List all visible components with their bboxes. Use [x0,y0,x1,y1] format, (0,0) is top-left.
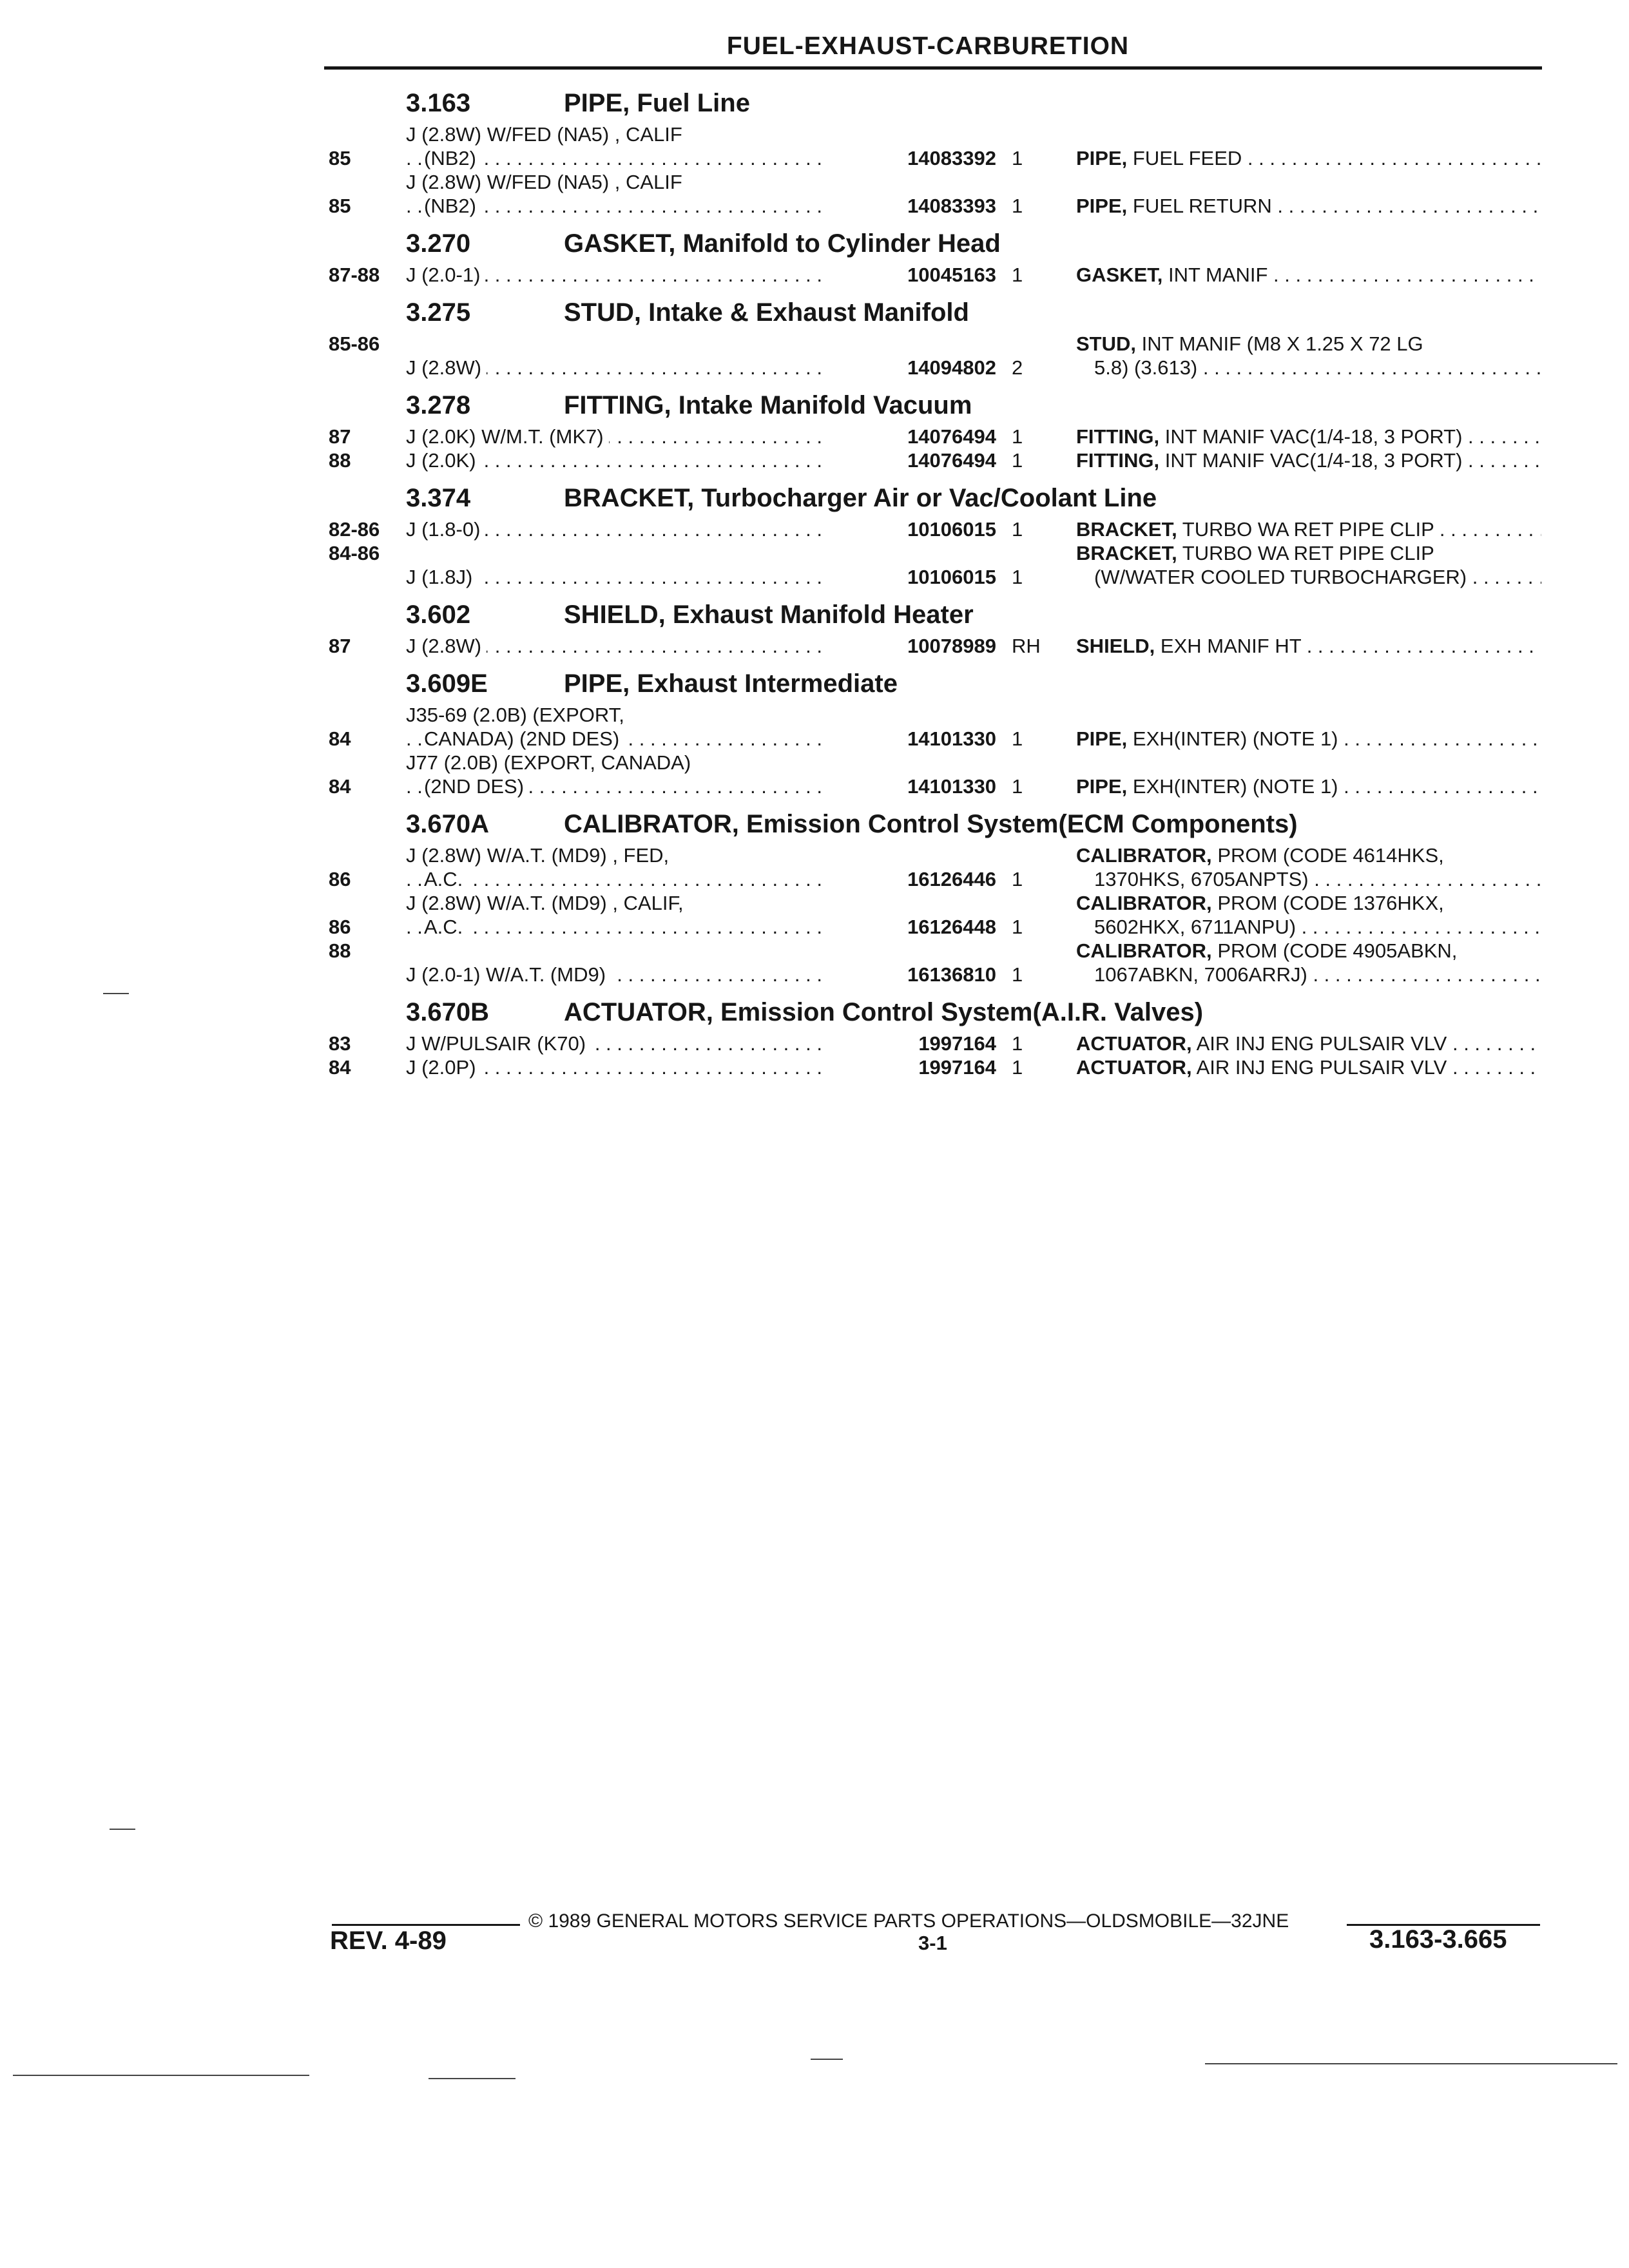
description-text: PROM (CODE 1376HKX, [1217,892,1444,914]
description-text: EXH(INTER) (NOTE 1) [1132,727,1338,750]
applicability [406,170,1076,218]
description-text: AIR INJ ENG PULSAIR VLV [1196,1032,1447,1055]
model-years: 87 [329,635,351,657]
description-text: 5602HKX, 6711ANPU) [1094,916,1296,938]
description-line [1076,565,1541,589]
description-text: INT MANIF VAC(1/4-18, 3 PORT) [1164,425,1463,448]
applicability-text: J (2.0-1) W/A.T. (MD9) [406,963,611,986]
part-entry [329,843,1541,891]
section-title: BRACKET, Turbocharger Air or Vac/Coolant Line [564,484,1157,512]
part-number: 10078989 [838,634,996,658]
applicability-text: J (2.0-1) [406,264,485,286]
applicability-line [406,774,1076,798]
applicability-line [406,263,1076,287]
applicability-line [406,146,1076,170]
section-header [329,391,1541,421]
applicability-text: (2ND DES) [424,775,529,798]
description-line [1076,541,1541,565]
model-years: 87-88 [329,264,380,286]
part-description [1076,774,1541,798]
applicability-text: J (2.8W) W/A.T. (MD9) , FED, [406,844,674,867]
model-years: 82-86 [329,518,380,541]
description-line [1076,448,1541,472]
part-number: 14101330 [838,774,996,798]
applicability [406,963,1076,986]
applicability [406,425,1076,448]
section-number: 3.609E [406,669,488,698]
part-name: PIPE, [1076,775,1128,798]
part-name: ACTUATOR, [1076,1032,1192,1055]
description-text: INT MANIF VAC(1/4-18, 3 PORT) [1164,449,1463,472]
part-number: 14076494 [838,448,996,472]
scan-mark [429,2078,516,2079]
model-years: 84-86 [329,542,380,564]
description-text: FUEL FEED [1132,147,1242,169]
quantity: 1 [1012,727,1023,750]
part-entry [329,634,1541,658]
applicability-line [406,1055,1076,1079]
part-number: 10106015 [838,517,996,541]
applicability-text: J (2.0K) W/M.T. (MK7) [406,425,609,448]
scan-mark [110,1829,135,1830]
description-text: INT MANIF (M8 X 1.25 X 72 LG [1141,332,1423,355]
model-years: 85 [329,147,351,169]
part-name: STUD, [1076,332,1136,355]
applicability-line [406,517,1076,541]
applicability-line [406,963,1076,986]
section-title: STUD, Intake & Exhaust Manifold [564,298,969,327]
part-name: ACTUATOR, [1076,1056,1192,1079]
description-text: FUEL RETURN [1132,195,1272,217]
quantity: 1 [1012,147,1023,169]
description-line [1076,891,1541,915]
applicability-text: J (2.0P) [406,1056,481,1079]
footer-section-range: 3.163-3.665 [1369,1925,1507,1954]
part-number: 14083393 [838,194,996,218]
scan-mark [103,993,129,994]
part-description [1076,332,1541,380]
part-description [1076,194,1541,218]
applicability-line [406,425,1076,448]
section-header [329,810,1541,840]
applicability-text: J (1.8J) [406,566,477,588]
quantity: 1 [1012,195,1023,217]
applicability [406,1032,1076,1055]
quantity: 1 [1012,868,1023,890]
quantity: 1 [1012,518,1023,541]
description-line [1076,356,1541,380]
applicability [406,1055,1076,1079]
model-years: 85 [329,195,351,217]
description-line [1076,146,1541,170]
applicability-text: J (2.8W) [406,635,487,657]
section-title: PIPE, Exhaust Intermediate [564,669,898,698]
model-years: 84 [329,775,351,798]
part-number: 1997164 [838,1055,996,1079]
description-line [1076,939,1541,963]
applicability [406,122,1076,170]
part-number: 14101330 [838,727,996,751]
description-text: PROM (CODE 4905ABKN, [1217,939,1458,962]
model-years: 84 [329,727,351,750]
part-name: BRACKET, [1076,542,1177,564]
applicability-line [406,634,1076,658]
section-title: FITTING, Intake Manifold Vacuum [564,391,972,419]
description-text: 1370HKS, 6705ANPTS) [1094,868,1309,890]
applicability-line [406,122,1076,146]
quantity: 1 [1012,449,1023,472]
applicability-line [406,194,1076,218]
applicability [406,703,1076,751]
part-number: 14083392 [838,146,996,170]
part-entry [329,263,1541,287]
applicability-text: A.C. [424,916,468,938]
part-description [1076,448,1541,472]
applicability-line [406,867,1076,891]
part-entry [329,122,1541,170]
applicability-text: A.C. [424,868,468,890]
description-line [1076,774,1541,798]
description-line [1076,915,1541,939]
model-years: 84 [329,1056,351,1079]
part-description [1076,263,1541,287]
applicability-text: J (2.8W) W/FED (NA5) , CALIF [406,171,688,193]
section-header [329,298,1541,328]
part-name: PIPE, [1076,195,1128,217]
description-text: INT MANIF [1168,264,1268,286]
part-number: 14076494 [838,425,996,448]
part-description [1076,634,1541,658]
footer-revision: REV. 4-89 [330,1927,447,1955]
part-description [1076,146,1541,170]
applicability-line [406,1032,1076,1055]
applicability-text: J (2.8W) W/A.T. (MD9) , CALIF, [406,892,689,914]
description-text: 5.8) (3.613) [1094,356,1198,379]
header-rule [324,66,1542,70]
section-title: ACTUATOR, Emission Control System(A.I.R. Valves) [564,998,1204,1026]
part-description [1076,517,1541,541]
part-description [1076,1032,1541,1055]
part-description [1076,843,1541,891]
model-years: 83 [329,1032,351,1055]
quantity: 2 [1012,356,1023,379]
applicability-line [406,751,1076,774]
applicability-text: J W/PULSAIR (K70) [406,1032,591,1055]
applicability [406,634,1076,658]
applicability-line [406,170,1076,194]
section-title: SHIELD, Exhaust Manifold Heater [564,601,974,629]
part-number: 1997164 [838,1032,996,1055]
part-entry [329,170,1541,218]
footer-rule-left [332,1924,520,1926]
part-name: FITTING, [1076,449,1160,472]
applicability-text: J (1.8-0) [406,518,485,541]
applicability [406,565,1076,589]
part-description [1076,1055,1541,1079]
description-line [1076,727,1541,751]
applicability-text: J (2.8W) W/FED (NA5) , CALIF [406,123,688,146]
description-line [1076,634,1541,658]
section-number: 3.163 [406,89,471,117]
part-entry [329,448,1541,472]
part-entry [329,891,1541,939]
part-number: 16136810 [838,963,996,986]
scan-mark [1205,2063,1617,2064]
part-name: FITTING, [1076,425,1160,448]
applicability-line [406,356,1076,380]
quantity: 1 [1012,264,1023,286]
model-years: 85-86 [329,332,380,355]
model-years: 86 [329,916,351,938]
description-line [1076,332,1541,356]
part-entry [329,425,1541,448]
section-number: 3.270 [406,229,471,258]
part-description [1076,727,1541,751]
footer-copyright: © 1989 GENERAL MOTORS SERVICE PARTS OPERATIONS—OLDSMOBILE—32JNE [528,1910,1289,1932]
applicability-line [406,703,1076,727]
applicability-line [406,727,1076,751]
model-years: 86 [329,868,351,890]
section-header [329,484,1541,514]
description-line [1076,867,1541,891]
applicability-text: (NB2) [424,147,481,169]
description-line [1076,963,1541,986]
description-text: TURBO WA RET PIPE CLIP [1182,542,1434,564]
model-years: 88 [329,449,351,472]
quantity: 1 [1012,566,1023,588]
description-text: EXH MANIF HT [1160,635,1302,657]
part-number: 16126448 [838,915,996,939]
part-number: 10045163 [838,263,996,287]
part-entry [329,939,1541,986]
part-number: 16126446 [838,867,996,891]
part-entry [329,751,1541,798]
quantity: 1 [1012,1032,1023,1055]
applicability-text: CANADA) (2ND DES) [424,727,624,750]
section-number: 3.275 [406,298,471,327]
part-name: SHIELD, [1076,635,1155,657]
applicability [406,843,1076,891]
section-title: PIPE, Fuel Line [564,89,750,117]
section-header [329,998,1541,1028]
part-description [1076,939,1541,986]
part-name: PIPE, [1076,727,1128,750]
section-header [329,229,1541,259]
section-number: 3.374 [406,484,471,512]
quantity: 1 [1012,916,1023,938]
model-years: 87 [329,425,351,448]
applicability-line [406,565,1076,589]
part-name: GASKET, [1076,264,1163,286]
applicability-text: J (2.8W) [406,356,487,379]
part-number: 14094802 [838,356,996,380]
applicability [406,356,1076,380]
applicability-line [406,915,1076,939]
description-text: TURBO WA RET PIPE CLIP [1182,518,1434,541]
applicability-line [406,891,1076,915]
applicability-text: J35-69 (2.0B) (EXPORT, [406,704,630,726]
section-title: GASKET, Manifold to Cylinder Head [564,229,1001,258]
applicability [406,891,1076,939]
description-line [1076,517,1541,541]
description-text: 1067ABKN, 7006ARRJ) [1094,963,1307,986]
section-number: 3.670B [406,998,489,1026]
description-text: PROM (CODE 4614HKS, [1217,844,1444,867]
part-name: PIPE, [1076,147,1128,169]
applicability-text: J77 (2.0B) (EXPORT, CANADA) [406,751,696,774]
part-entry [329,517,1541,541]
applicability-text: J (2.0K) [406,449,481,472]
parts-list [329,89,1541,1079]
part-name: CALIBRATOR, [1076,892,1212,914]
description-line [1076,843,1541,867]
description-line [1076,1032,1541,1055]
part-entry [329,1055,1541,1079]
applicability-line [406,448,1076,472]
applicability [406,263,1076,287]
quantity: 1 [1012,963,1023,986]
part-description [1076,891,1541,939]
quantity: RH [1012,635,1041,657]
part-name: BRACKET, [1076,518,1177,541]
applicability [406,751,1076,798]
description-text: (W/WATER COOLED TURBOCHARGER) [1094,566,1467,588]
quantity: 1 [1012,775,1023,798]
description-text: EXH(INTER) (NOTE 1) [1132,775,1338,798]
part-name: CALIBRATOR, [1076,939,1212,962]
description-line [1076,425,1541,448]
part-entry [329,541,1541,589]
quantity: 1 [1012,425,1023,448]
part-entry [329,1032,1541,1055]
applicability-text: (NB2) [424,195,481,217]
model-years: 88 [329,939,351,962]
part-entry [329,332,1541,380]
section-title: CALIBRATOR, Emission Control System(ECM Components) [564,810,1298,838]
scan-mark [811,2059,843,2060]
applicability-line [406,843,1076,867]
section-number: 3.278 [406,391,471,419]
section-header [329,89,1541,119]
page-header-title: FUEL-EXHAUST-CARBURETION [726,32,1130,60]
part-description [1076,425,1541,448]
part-number: 10106015 [838,565,996,589]
description-line [1076,1055,1541,1079]
quantity: 1 [1012,1056,1023,1079]
section-number: 3.670A [406,810,489,838]
part-description [1076,541,1541,589]
part-entry [329,703,1541,751]
section-header [329,669,1541,699]
part-name: CALIBRATOR, [1076,844,1212,867]
applicability [406,517,1076,541]
footer-page-number: 3-1 [918,1932,947,1954]
applicability [406,448,1076,472]
description-line [1076,194,1541,218]
description-text: AIR INJ ENG PULSAIR VLV [1196,1056,1447,1079]
description-line [1076,263,1541,287]
scan-mark [13,2075,309,2076]
section-header [329,601,1541,630]
section-number: 3.602 [406,601,471,629]
